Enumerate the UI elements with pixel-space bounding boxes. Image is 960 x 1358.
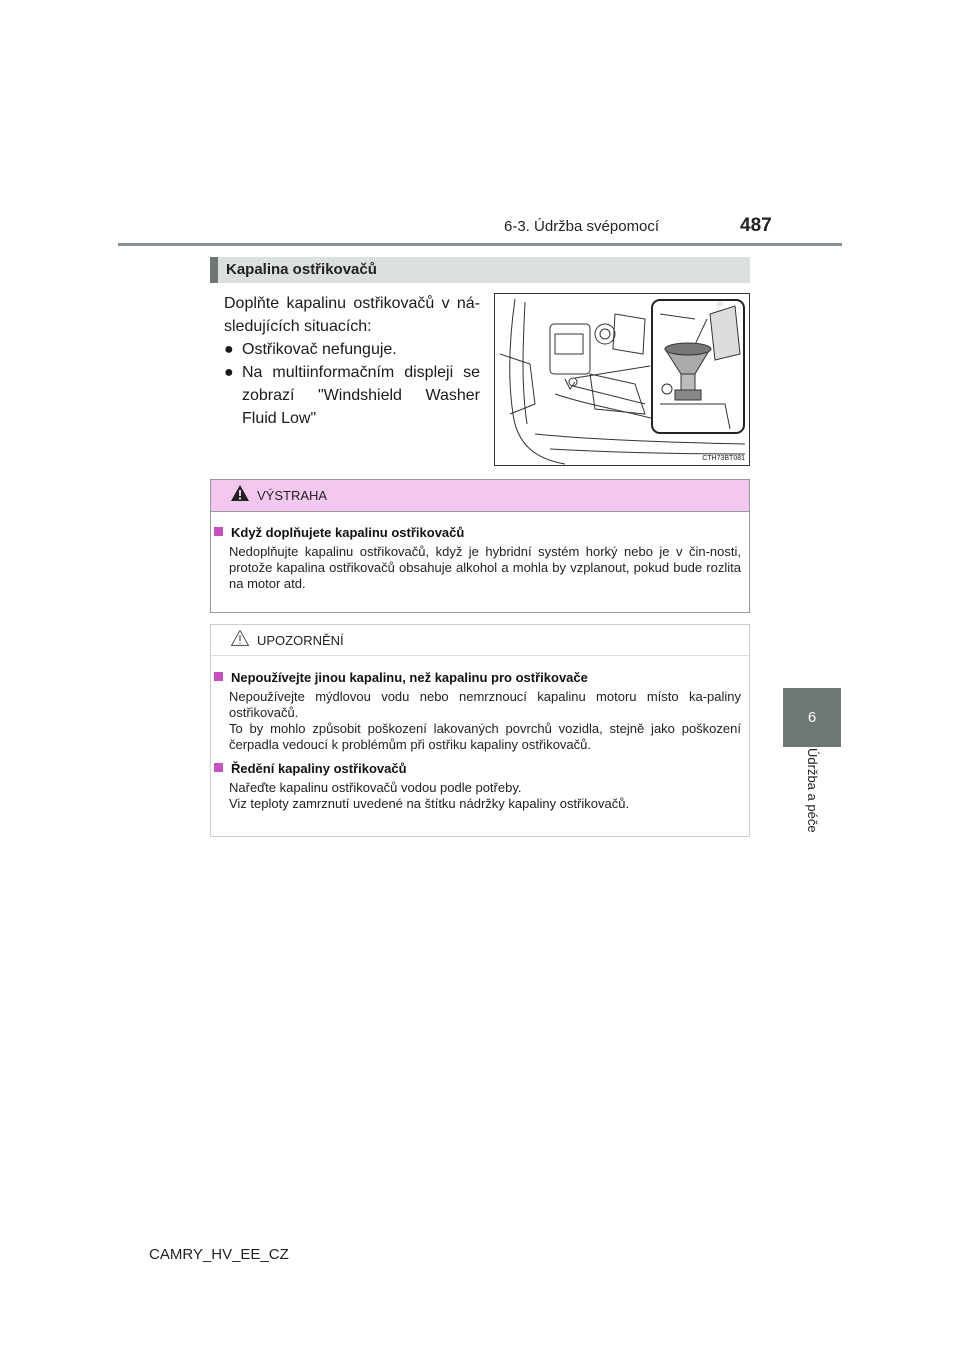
page-number: 487 — [740, 215, 772, 236]
notice-text: Viz teploty zamrznutí uvedené na štítku nádržky kapaliny ostřikovačů. — [229, 796, 630, 811]
header-divider — [118, 243, 842, 246]
warning-box — [210, 479, 750, 613]
notice-text: Nařeďte kapalinu ostřikovačů vodou podle potřeby. — [229, 780, 522, 795]
chapter-tab-label: Údržba a péče — [805, 748, 820, 833]
notice-box-header — [211, 625, 749, 656]
warning-triangle-icon — [230, 484, 250, 502]
bullet-square-icon — [214, 763, 223, 772]
bullet-text: Ostřikovač nefunguje. — [242, 341, 397, 358]
bullet-text: Na multiinformačním displeji se zobrazí "Windshield Washer Fluid Low" — [242, 364, 480, 427]
bullet-item — [224, 338, 480, 361]
figure-code: CTH73BT081 — [702, 455, 745, 462]
bullet-square-icon — [214, 527, 223, 536]
notice-box — [210, 624, 750, 837]
warning-box-header — [211, 480, 749, 512]
washer-fluid-refill-drawing — [495, 294, 749, 465]
caution-triangle-outline-icon — [230, 629, 250, 647]
bullet-marker: ● — [224, 364, 234, 381]
warning-text: Nedoplňujte kapalinu ostřikovačů, když je hybridní systém horký nebo je v čin-nosti, protože kapalina ostřikovačů obsahuje alkohol a mohla by vzplanout, pokud bude rozlita na motor atd. — [229, 544, 741, 591]
notice-subheading — [213, 761, 749, 776]
section-heading — [210, 257, 750, 283]
warning-subheading — [213, 525, 749, 540]
section-intro: Doplňte kapalinu ostřikovačů v ná-sledujících situacích: — [224, 295, 480, 335]
notice-text: Nepoužívejte mýdlovou vodu nebo nemrznoucí kapalinu motoru místo ka-paliny ostřikovačů. — [229, 689, 741, 720]
notice-title: UPOZORNĚNÍ — [257, 633, 344, 648]
warning-subheading-text: Když doplňujete kapalinu ostřikovačů — [231, 525, 465, 540]
engine-bay-illustration — [494, 293, 750, 466]
chapter-tab: 6 — [783, 688, 841, 747]
document-code: CAMRY_HV_EE_CZ — [149, 1246, 289, 1263]
notice-subheading — [213, 670, 749, 685]
bullet-item — [224, 361, 480, 430]
bullet-marker: ● — [224, 341, 234, 358]
section-heading-title: Kapalina ostřikovačů — [226, 261, 377, 278]
svg-text:ⓘ: ⓘ — [717, 301, 724, 308]
chapter-tab-label-wrap — [782, 748, 842, 858]
notice-paragraph — [211, 780, 749, 812]
notice-text: To by mohlo způsobit poškození lakovaných povrchů vozidla, stejně jako poškození čerpadla vedoucí k problémům při ostřiku kapaliny ostřikovačů. — [229, 721, 741, 752]
bullet-square-icon — [214, 672, 223, 681]
warning-title: VÝSTRAHA — [257, 488, 328, 503]
notice-subheading-text: Ředění kapaliny ostřikovačů — [231, 761, 407, 776]
header-section-title: 6-3. Údržba svépomocí — [504, 218, 660, 235]
warning-paragraph — [211, 544, 749, 592]
notice-paragraph — [211, 689, 749, 753]
notice-subheading-text: Nepoužívejte jinou kapalinu, než kapalinu pro ostřikovače — [231, 670, 588, 685]
section-heading-bar — [210, 257, 218, 283]
